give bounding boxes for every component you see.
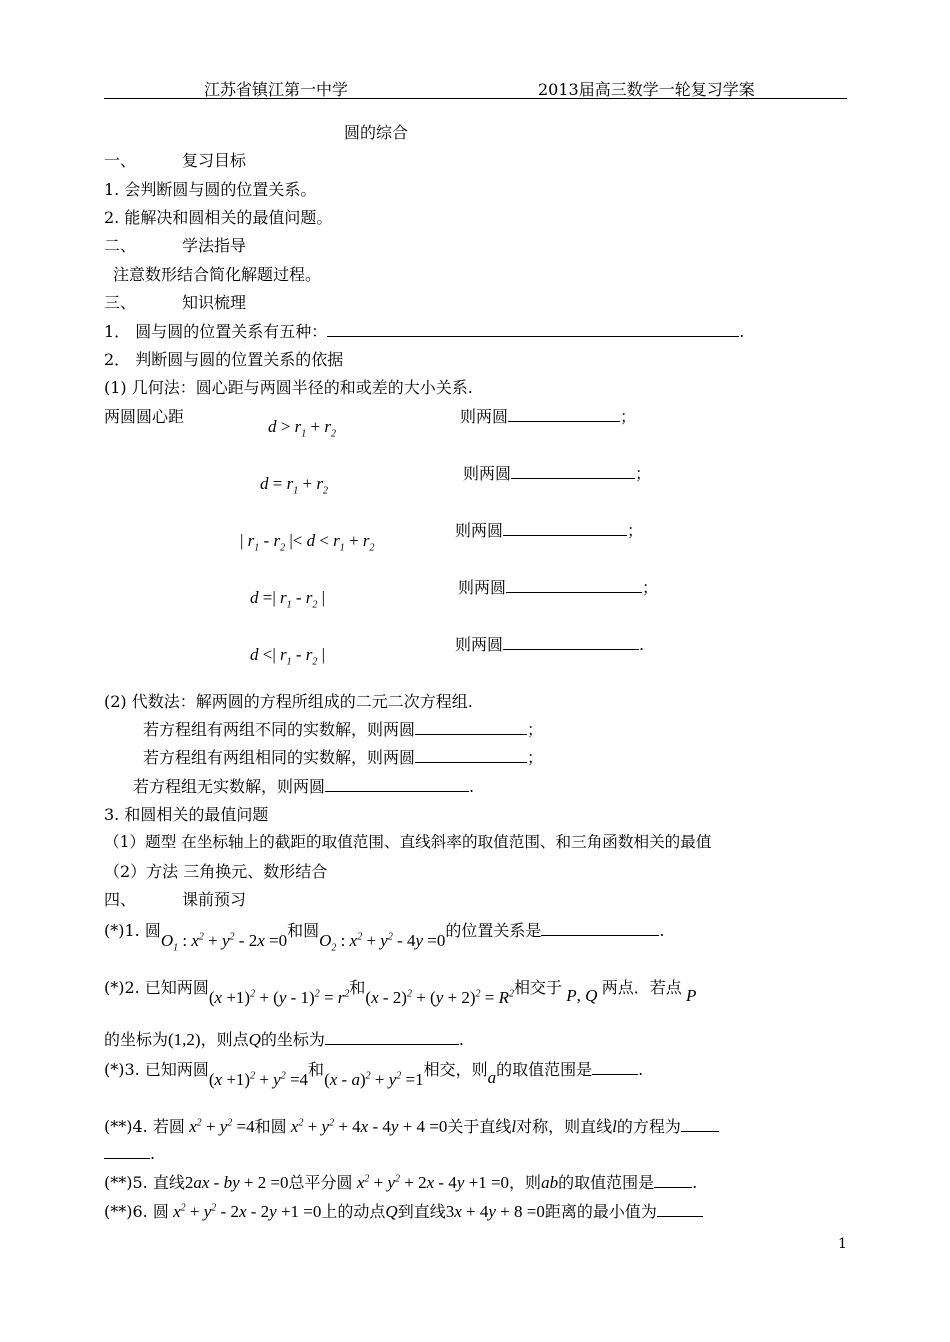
then-label: 则两圆 [463,464,512,483]
point-q: Q [248,1030,261,1049]
section1-heading: 复习目标 [182,151,247,170]
end-mark: ； [527,720,544,739]
end-mark: ； [620,407,637,426]
question-text: ，则 [509,1173,542,1192]
circle-7-equation: $x^2 + y^2 + 2x - 4y +1 =0$ [352,1173,510,1192]
question-text: 的取值范围是 [558,1173,655,1192]
question-text: 的坐标为 [260,1030,325,1049]
study-method: 注意数形结合简化解题过程。 [113,265,322,284]
case-text: 若方程组有两组相同的实数解，则两圆 [143,748,416,767]
end-mark: . [458,1030,464,1049]
answer-blank [654,1171,692,1188]
answer-blank [508,405,620,422]
section1-heading-num: 一、 [104,151,137,170]
question-3 [104,1057,644,1089]
question-text: (**)4. 若圆 [104,1117,185,1136]
question-text: (*)3. 已知两圆 [104,1060,209,1079]
then-label: 则两圆 [458,578,507,597]
then-label: 则两圆 [455,635,504,654]
algebraic-case-1 [143,717,543,740]
question-1 [104,918,665,954]
condition-2-formula: $d = r_1 + r_2$ [260,474,328,497]
answer-blank [657,1200,703,1217]
then-label: 则两圆 [455,521,504,540]
end-mark: ； [627,521,644,540]
points-pq: P, Q [562,986,602,1005]
circle-o1-equation: $O_1$ : $x^2 + y^2 - 2x =0$ [160,931,288,954]
algebraic-case-3 [133,774,474,797]
condition-4-formula: d =| $r_1 - r_2$ | [250,588,326,611]
circle-2-equation: $(x - 2)^2 + (y + 2)^2 = R^2$ [365,988,514,1007]
section2-heading-num: 二、 [104,236,137,255]
condition-1-conclusion [460,404,636,427]
question-text: 和圆 [254,1117,287,1136]
end-mark: . [150,1144,156,1163]
circle-8-equation: $x^2 + y^2 - 2x - 2y +1 =0$ [168,1202,322,1221]
end-mark: . [659,921,665,940]
section4-heading-num: 四、 [104,890,137,909]
header-rule [104,98,847,99]
question-text: (*)1. 圆 [104,921,161,940]
point-p: P [681,986,697,1005]
line-l: l [511,1117,517,1136]
question-text: 相交于 [514,978,563,997]
condition-5-conclusion [455,632,644,655]
question-text: (*)2. 已知两圆 [104,978,209,997]
answer-blank [592,1058,638,1075]
question-text: (**)5. 直线 [104,1173,185,1192]
case-text: 若方程组无实数解，则两圆 [133,777,326,796]
end-mark: . [638,1060,644,1079]
condition-1-formula: $d > r_1 + r_2$ [268,417,336,440]
condition-3-conclusion [455,518,643,541]
question-text: 的方程为 [616,1117,681,1136]
answer-blank [511,462,635,479]
line-l: l [612,1117,617,1136]
geometric-method: (1) 几何法：圆心距与两圆半径的和或差的大小关系. [104,378,473,397]
question-text: 相交，则 [423,1060,488,1079]
question-text: 和 [308,1060,325,1079]
question-2 [104,975,697,1007]
question-text: 距离的最小值为 [544,1202,657,1221]
circle-4-equation: $(x - a)^2 + y^2 =1$ [324,1070,424,1089]
circle-6-equation: $x^2 + y^2 + 4x - 4y + 4 =0$ [286,1117,448,1136]
knowledge-item-1 [104,319,744,342]
product-ab: ab [541,1173,559,1192]
page-number: 1 [838,1236,847,1252]
line-equation: 3x + 4y + 8 =0 [445,1202,545,1221]
section4-heading: 课前预习 [182,890,247,909]
condition-2-conclusion [463,461,651,484]
circle-3-equation: $(x +1)^2 + y^2 =4$ [208,1070,309,1089]
objective-1: 1. 会判断圆与圆的位置关系。 [104,180,317,199]
circle-1-equation: $(x +1)^2 + (y - 1)^2 = r^2$ [208,988,350,1007]
answer-blank [503,519,627,536]
point-q: Q [385,1202,398,1221]
variable-a: a [487,1068,497,1087]
answer-blank [325,1028,459,1045]
then-label: 则两圆 [460,407,509,426]
answer-blank [325,775,469,792]
knowledge-item-2: 2． 判断圆与圆的位置关系的依据 [104,350,344,369]
answer-blank [415,718,527,735]
section2-heading: 学法指导 [182,236,247,255]
question-2-line-2 [104,1027,464,1050]
condition-4-conclusion [458,575,658,598]
end-mark: . [469,777,475,796]
section3-heading: 知识梳理 [182,293,247,312]
header-school: 江苏省镇江第一中学 [204,80,349,99]
question-4 [104,1114,719,1137]
problem-methods: （2）方法 三角换元、数形结合 [104,862,328,881]
page-title: 圆的综合 [344,123,409,142]
end-mark: . [692,1173,698,1192]
answer-blank [503,633,639,650]
problem-types: （1）题型 在坐标轴上的截距的取值范围、直线斜率的取值范围、和三角函数相关的最值 [104,833,712,851]
question-text: 上的动点 [321,1202,386,1221]
question-text: 到直线 [397,1202,446,1221]
line-equation: 2ax - by + 2 =0 [184,1173,289,1192]
header-course: 2013届高三数学一轮复习学案 [538,80,755,99]
circle-5-equation: $x^2 + y^2 =4$ [184,1117,255,1136]
question-text: 对称，则直线 [516,1117,613,1136]
point-p-coordinates: (1,2) [168,1030,201,1049]
end-mark: ； [527,748,544,767]
question-text: 总平分圆 [288,1173,353,1192]
answer-blank [104,1142,150,1159]
answer-blank [506,576,642,593]
center-distance-label: 两圆圆心距 [104,407,185,426]
question-text: 两点．若点 [601,978,682,997]
question-6 [104,1199,703,1222]
knowledge-item-1-text: 1． 圆与圆的位置关系有五种： [104,322,328,341]
answer-blank [541,919,659,936]
question-text: 和圆 [287,921,320,940]
answer-blank [415,746,527,763]
end-mark: ； [635,464,652,483]
knowledge-item-1-end: . [739,322,745,341]
question-5 [104,1170,697,1193]
question-text: ，则点 [200,1030,249,1049]
case-text: 若方程组有两组不同的实数解，则两圆 [143,720,416,739]
question-text: 的坐标为 [104,1030,169,1049]
answer-blank [681,1115,719,1132]
question-text: 关于直线 [447,1117,512,1136]
question-text: 的取值范围是 [496,1060,593,1079]
algebraic-method: (2) 代数法：解两圆的方程所组成的二元二次方程组. [104,692,473,711]
end-mark: . [639,635,645,654]
condition-3-formula: | $r_1 - r_2$ |< $d < r_1 + r_2$ [240,531,375,554]
question-4-line-2 [104,1142,155,1163]
algebraic-case-2 [143,745,543,768]
condition-5-formula: d <| $r_1 - r_2$ | [250,645,326,668]
circle-o2-equation: $O_2$ : $x^2 + y^2 - 4y =0$ [319,931,446,954]
knowledge-item-3: 3. 和圆相关的最值问题 [104,805,269,824]
section3-heading-num: 三、 [104,293,137,312]
question-text: 和 [349,978,366,997]
end-mark: ； [642,578,659,597]
objective-2: 2. 能解决和圆相关的最值问题。 [104,208,333,227]
question-text: 的位置关系是 [445,921,542,940]
question-text: (**)6. 圆 [104,1202,169,1221]
answer-blank [327,320,739,337]
